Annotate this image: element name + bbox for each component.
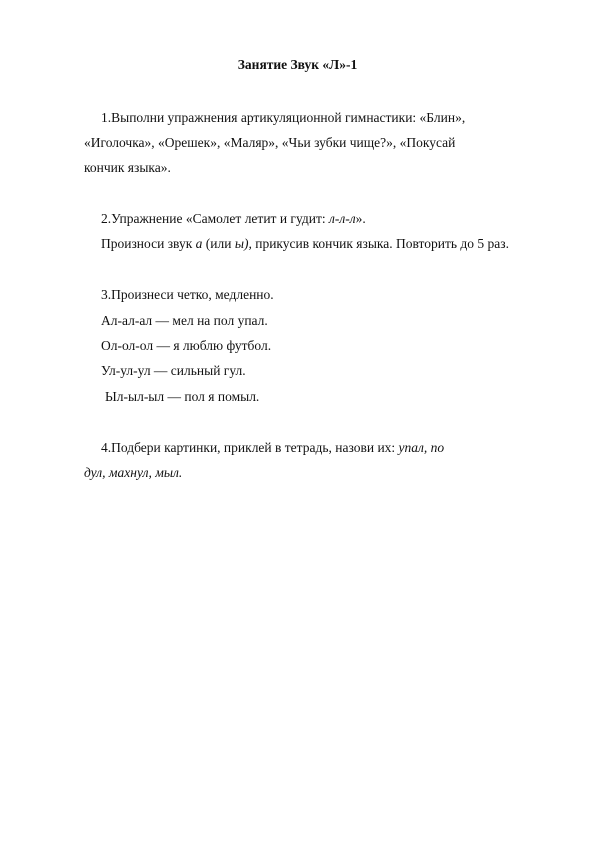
ex3-line-3: Ул-ул-ул — сильный гул. — [101, 363, 246, 378]
ex2-line1 — [101, 211, 366, 227]
ex2-line2-c: (или — [202, 236, 235, 251]
ex2-line2-d: ы), — [234, 236, 252, 251]
ex2-line1-suffix: ». — [355, 211, 366, 226]
ex4-line2 — [84, 465, 182, 481]
ex3-line-4: Ыл-ыл-ыл — пол я помыл. — [105, 389, 260, 404]
ex4-line1 — [101, 440, 444, 456]
ex1-line3: кончик языка». — [84, 160, 171, 175]
ex3-line-1: Ал-ал-ал — мел на пол упал. — [101, 313, 268, 328]
ex2-line2-a: Произноси звук — [101, 236, 196, 251]
ex3-line-2: Ол-ол-ол — я люблю футбол. — [101, 338, 272, 353]
ex2-line2 — [101, 236, 509, 252]
ex2-line2-e: прикусив кончик языка. Повторить до 5 раз. — [251, 236, 509, 251]
ex3-heading: 3.Произнеси четко, медленно. — [101, 287, 274, 302]
ex1-line2: «Иголочка», «Орешек», «Маляр», «Чьи зубки чище?», «Покусай — [84, 135, 456, 150]
ex4-line1-words: упал, по — [398, 440, 445, 455]
ex2-line2-b: а — [195, 236, 203, 251]
page-title: Занятие Звук «Л»-1 — [237, 57, 358, 72]
ex4-line2-words: дул, махнул, мыл. — [84, 465, 183, 480]
ex2-line1-sound: л-л-л — [328, 211, 356, 226]
ex2-line1-prefix: 2.Упражнение «Самолет летит и гудит: — [101, 211, 329, 226]
ex4-line1-prefix: 4.Подбери картинки, приклей в тетрадь, назови их: — [101, 440, 399, 455]
ex1-line1: 1.Выполни упражнения артикуляционной гимнастики: «Блин», — [101, 110, 466, 125]
